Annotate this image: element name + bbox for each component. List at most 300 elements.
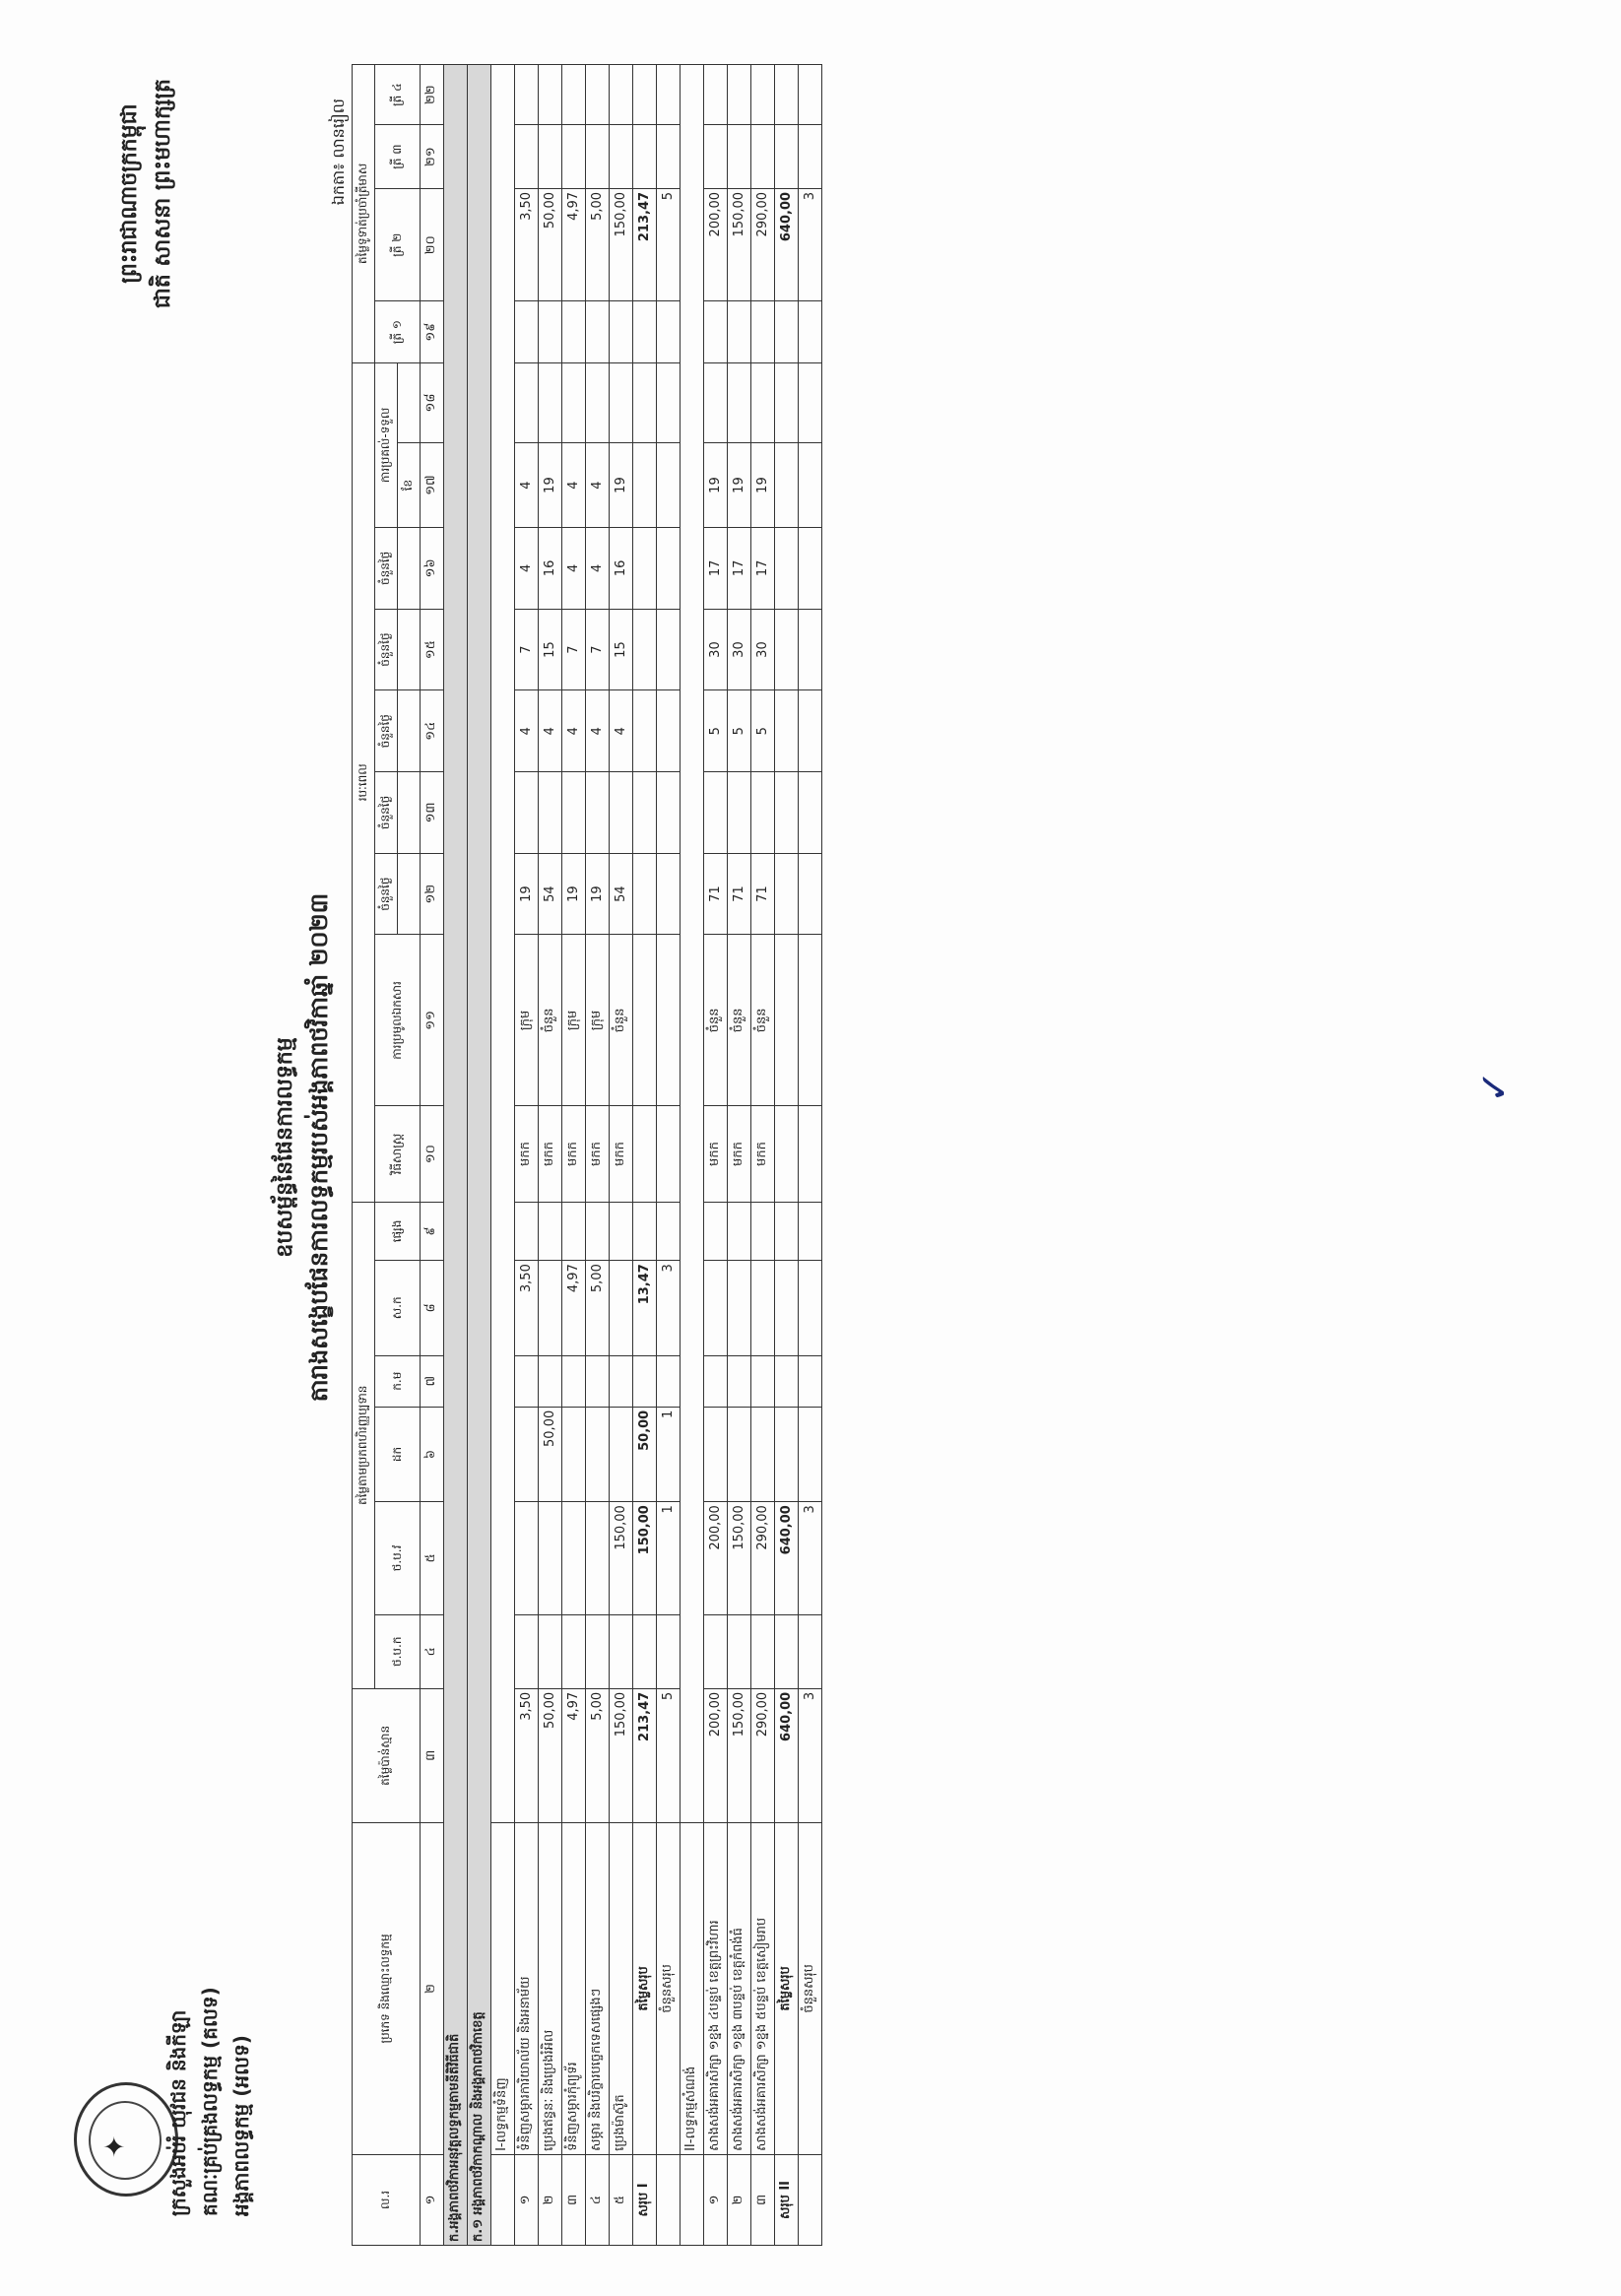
column-number: ១	[421, 2154, 444, 2245]
motto-text: ជាតិ សាសនា ព្រះមហាក្សត្រ	[151, 79, 175, 309]
q1-cell	[728, 301, 751, 362]
month-cell	[751, 362, 775, 442]
fund-empty	[751, 1407, 775, 1501]
ministry-header	[162, 1987, 257, 2216]
fund-empty	[515, 1502, 539, 1615]
fund-empty	[515, 1355, 539, 1407]
method-cell: មកក	[562, 1106, 586, 1203]
month-cell	[515, 362, 539, 442]
fund-empty	[751, 1355, 775, 1407]
fund-empty	[515, 1407, 539, 1501]
section-a1-row	[468, 65, 491, 2246]
table-row	[704, 65, 728, 2246]
fund-f1	[515, 1614, 539, 1688]
col-days-a: ចំនួនថ្ងៃ	[375, 853, 398, 935]
subtotal-empty	[633, 853, 657, 935]
subtotal-fund: 50,00	[633, 1407, 657, 1501]
q4-cell	[539, 65, 562, 125]
row-description: ប្រេងម៉ាស៊ូត	[610, 1822, 633, 2154]
column-number: ១៤	[421, 690, 444, 772]
fund-f1	[610, 1614, 633, 1688]
fund-f1	[799, 1614, 822, 1688]
fund-empty	[728, 1261, 751, 1355]
row-estimate: 150,00	[728, 1688, 751, 1822]
days-e: 4	[515, 527, 539, 609]
days-c: 5	[704, 690, 728, 772]
fund-value: 150,00	[728, 1502, 751, 1615]
days-a: 19	[515, 853, 539, 935]
days-f: 4	[586, 443, 610, 528]
prep-cell: ចំនួន	[539, 935, 562, 1106]
q2-cell: 4,97	[562, 188, 586, 301]
subtotal-desc: ចំនួនសរុប	[799, 1822, 822, 2154]
fund-empty	[562, 1202, 586, 1260]
days-e: 4	[586, 527, 610, 609]
column-number: ៤	[421, 1614, 444, 1688]
col-days-b: ចំនួនថ្ងៃ	[375, 772, 398, 854]
column-number: ១៩	[421, 301, 444, 362]
row-estimate: 200,00	[704, 1688, 728, 1822]
days-f: 19	[728, 443, 751, 528]
fund-empty	[586, 1355, 610, 1407]
q1-cell	[610, 301, 633, 362]
row-description: ទំនិញសម្ភារការិយាល័យ និងអនាម័យ	[515, 1822, 539, 2154]
days-c: 5	[728, 690, 751, 772]
q3-cell	[515, 125, 539, 189]
column-number: ៣	[421, 1688, 444, 1822]
subtotal-fund: 1	[657, 1502, 681, 1615]
row-number: ៤	[586, 2154, 610, 2245]
fund-empty	[610, 1261, 633, 1355]
col-prep: ការប្រមូលឯកសារ	[375, 935, 421, 1106]
subtotal-empty	[633, 1106, 657, 1203]
row-estimate: 5,00	[586, 1688, 610, 1822]
column-number: ២១	[421, 125, 444, 189]
q1-cell	[799, 301, 822, 362]
subtotal-label	[799, 2154, 822, 2245]
method-cell: មកក	[751, 1106, 775, 1203]
col-quarters: តម្លៃទូទាត់ប្រចាំត្រីមាស	[353, 65, 375, 363]
q3-cell	[775, 125, 799, 189]
days-e: 17	[728, 527, 751, 609]
subtotal-estimate: 3	[799, 1688, 822, 1822]
days-f: 19	[610, 443, 633, 528]
fund-empty	[704, 1407, 728, 1501]
row-description: សម្ភារ និងបរិក្ខារបច្ចេកទេសផ្សេងៗ	[586, 1822, 610, 2154]
days-a: 71	[751, 853, 775, 935]
col-no: ល.រ	[353, 2154, 421, 2245]
days-f: 4	[515, 443, 539, 528]
subtotal-empty	[657, 362, 681, 442]
days-d: 7	[586, 609, 610, 690]
days-a: 71	[728, 853, 751, 935]
days-b	[610, 772, 633, 854]
q3-cell	[799, 125, 822, 189]
fund-empty	[728, 1407, 751, 1501]
q3-cell	[562, 125, 586, 189]
row-estimate: 290,00	[751, 1688, 775, 1822]
q4-cell	[610, 65, 633, 125]
q1-cell	[775, 301, 799, 362]
group1-label: I-លទ្ធកម្មទំនិញ	[491, 1822, 515, 2154]
q2-cell: 5,00	[586, 188, 610, 301]
days-c: 4	[586, 690, 610, 772]
subtotal-empty	[799, 609, 822, 690]
subtotal-empty	[799, 1106, 822, 1203]
row-description: ទំនិញសម្ភារកុំព្យូទ័រ	[562, 1822, 586, 2154]
month-cell	[610, 362, 633, 442]
days-b	[515, 772, 539, 854]
days-b	[586, 772, 610, 854]
column-number: ២០	[421, 188, 444, 301]
subtotal-row	[633, 65, 657, 2246]
fund-empty	[610, 1407, 633, 1501]
col-procurement: ការប្រគល់-ទទួល	[375, 362, 398, 527]
subtotal-empty	[775, 690, 799, 772]
col-f3: ដក	[375, 1407, 421, 1501]
column-number: ៦	[421, 1407, 444, 1501]
method-cell: មកក	[515, 1106, 539, 1203]
prep-cell: ក្រុម	[562, 935, 586, 1106]
summary-title: តារាងសង្ខេបផែនការលទ្ធកម្មរបស់អង្គភាពថវិកាឆ្នាំ ២០២៣	[305, 892, 333, 1403]
q2-cell: 150,00	[610, 188, 633, 301]
row-number: ២	[728, 2154, 751, 2245]
days-e: 16	[610, 527, 633, 609]
annex-title: ឧបសម្ព័ន្ធនៃផែនការលទ្ធកម្ម	[273, 1037, 297, 1258]
row-description: សាងសង់អគារសិក្សា ១ខ្នង ៥បន្ទប់ ខេត្តសៀមរាប	[751, 1822, 775, 2154]
subtotal-q2: 213,47	[633, 188, 657, 301]
group1-row	[491, 65, 515, 2246]
subtotal-empty	[633, 527, 657, 609]
subtotal-fund	[799, 1407, 822, 1501]
fund-empty	[515, 1202, 539, 1260]
fund-value: 3,50	[515, 1261, 539, 1355]
days-d: 7	[515, 609, 539, 690]
rotated-sheet	[94, 39, 1621, 2256]
fund-empty	[539, 1261, 562, 1355]
column-number: ១៣	[421, 772, 444, 854]
column-number: ១៧	[421, 443, 444, 528]
subtotal-estimate: 640,00	[775, 1688, 799, 1822]
group2-row	[681, 65, 704, 2246]
fund-f1	[704, 1614, 728, 1688]
table-row	[751, 65, 775, 2246]
column-number: ១០	[421, 1106, 444, 1203]
subtotal-empty	[633, 362, 657, 442]
subtotal-estimate: 213,47	[633, 1688, 657, 1822]
prep-cell: ចំនួន	[751, 935, 775, 1106]
days-e: 17	[751, 527, 775, 609]
col-estimated: តម្លៃប៉ាន់ស្មាន	[353, 1688, 421, 1822]
q1-cell	[515, 301, 539, 362]
month-cell	[562, 362, 586, 442]
q4-cell	[799, 65, 822, 125]
fund-empty	[586, 1407, 610, 1501]
days-c: 5	[751, 690, 775, 772]
handwritten-mark: ✓	[1472, 1070, 1518, 1103]
row-estimate: 4,97	[562, 1688, 586, 1822]
subtotal-empty	[657, 853, 681, 935]
subtotal-fund	[799, 1202, 822, 1260]
col-desc: ប្រភេទ និងឈ្មោះលទ្ធកម្ម	[353, 1822, 421, 2154]
subtotal-fund: 150,00	[633, 1502, 657, 1615]
column-number: ១៦	[421, 527, 444, 609]
fund-f1	[657, 1614, 681, 1688]
fund-empty	[751, 1261, 775, 1355]
subtotal-empty	[799, 853, 822, 935]
subtotal-q2: 3	[799, 188, 822, 301]
method-cell: មកក	[704, 1106, 728, 1203]
subtotal-empty	[657, 1106, 681, 1203]
subtotal-empty	[799, 935, 822, 1106]
subtotal-empty	[633, 609, 657, 690]
days-d: 30	[728, 609, 751, 690]
col-f2: ថ.ប.វ	[375, 1502, 421, 1615]
row-description: សាងសង់អគារសិក្សា ១ខ្នង ៣បន្ទប់ ខេត្តកំពង់ធំ	[728, 1822, 751, 2154]
q4-cell	[562, 65, 586, 125]
q3-cell	[704, 125, 728, 189]
days-f: 19	[751, 443, 775, 528]
unit-line-2: អង្គភាពលទ្ធកម្ម (អលទ)	[229, 2035, 253, 2216]
subtotal-empty	[775, 527, 799, 609]
days-d: 15	[610, 609, 633, 690]
q4-cell	[775, 65, 799, 125]
q4-cell	[751, 65, 775, 125]
column-number-row	[421, 65, 444, 2246]
section-a-row	[444, 65, 468, 2246]
subtotal-q2: 640,00	[775, 188, 799, 301]
subtotal-empty	[799, 443, 822, 528]
col-month: ខែ	[398, 443, 421, 528]
col-days-d: ចំនួនថ្ងៃ	[375, 609, 398, 690]
fund-empty	[751, 1202, 775, 1260]
subtotal-empty	[633, 935, 657, 1106]
fund-empty	[728, 1202, 751, 1260]
method-cell: មកក	[539, 1106, 562, 1203]
row-number: ៥	[610, 2154, 633, 2245]
days-d: 15	[539, 609, 562, 690]
subtotal-empty	[775, 609, 799, 690]
fund-empty	[562, 1355, 586, 1407]
subtotal-empty	[799, 527, 822, 609]
fund-empty	[728, 1355, 751, 1407]
fund-empty	[610, 1355, 633, 1407]
column-number: ៥	[421, 1502, 444, 1615]
fund-f1	[539, 1614, 562, 1688]
days-c: 4	[539, 690, 562, 772]
fund-value: 200,00	[704, 1502, 728, 1615]
subtotal-row	[775, 65, 799, 2246]
subtotal-fund: 13,47	[633, 1261, 657, 1355]
empty	[681, 2154, 704, 2245]
subtotal-empty	[657, 772, 681, 854]
q1-cell	[633, 301, 657, 362]
column-number: ៩	[421, 1202, 444, 1260]
fund-empty	[539, 1355, 562, 1407]
table-row	[610, 65, 633, 2246]
ministry-seal: ✦	[74, 2082, 178, 2197]
column-number: ១២	[421, 853, 444, 935]
unit-note: ឯកតា៖ លានរៀល	[329, 98, 348, 206]
row-description: ប្រេងឥន្ធនៈ និងប្រេងរំអិល	[539, 1822, 562, 2154]
section-a1-label: ក.១ អង្គភាពថវិកាកណ្តាល និងអង្គភាពថវិកាខេត្ត	[468, 65, 491, 2246]
subtotal-empty	[657, 443, 681, 528]
fund-value: 4,97	[562, 1261, 586, 1355]
subtotal-fund	[799, 1261, 822, 1355]
subtotal-fund	[657, 1202, 681, 1260]
fund-f1	[562, 1614, 586, 1688]
q1-cell	[539, 301, 562, 362]
subtotal-fund	[657, 1355, 681, 1407]
subtotal-empty	[775, 853, 799, 935]
days-b	[704, 772, 728, 854]
days-a: 54	[610, 853, 633, 935]
prep-cell: ក្រុម	[586, 935, 610, 1106]
fund-value: 150,00	[610, 1502, 633, 1615]
days-b	[751, 772, 775, 854]
q1-cell	[562, 301, 586, 362]
col-q1: ត្រី ១	[375, 301, 421, 362]
days-e: 4	[562, 527, 586, 609]
q4-cell	[633, 65, 657, 125]
col-q4: ត្រី ៤	[375, 65, 421, 125]
q4-cell	[657, 65, 681, 125]
days-a: 71	[704, 853, 728, 935]
days-b	[728, 772, 751, 854]
kingdom-text: ព្រះរាជាណាចក្រកម្ពុជា	[117, 103, 142, 284]
subtotal-label	[657, 2154, 681, 2245]
group2-label: II-លទ្ធកម្មសំណង់	[681, 1822, 704, 2154]
column-number: ៨	[421, 1261, 444, 1355]
subtotal-desc: តម្លៃសរុប	[775, 1822, 799, 2154]
subtotal-empty	[633, 772, 657, 854]
q2-cell: 3,50	[515, 188, 539, 301]
days-f: 4	[562, 443, 586, 528]
subtotal-empty	[633, 443, 657, 528]
days-d: 30	[751, 609, 775, 690]
fund-empty	[586, 1202, 610, 1260]
prep-cell: ក្រុម	[515, 935, 539, 1106]
days-b	[539, 772, 562, 854]
days-d: 30	[704, 609, 728, 690]
subtotal-fund	[799, 1355, 822, 1407]
fund-empty	[539, 1502, 562, 1615]
prep-cell: ចំនួន	[704, 935, 728, 1106]
q1-cell	[751, 301, 775, 362]
fund-empty	[704, 1355, 728, 1407]
subtotal-fund: 3	[799, 1502, 822, 1615]
days-c: 4	[562, 690, 586, 772]
fund-empty	[562, 1407, 586, 1501]
row-number: ៣	[562, 2154, 586, 2245]
row-number: ៣	[751, 2154, 775, 2245]
subtotal-empty	[799, 362, 822, 442]
q2-cell: 50,00	[539, 188, 562, 301]
q1-cell	[586, 301, 610, 362]
subtotal-empty	[775, 362, 799, 442]
procurement-table	[352, 64, 822, 2246]
row-estimate: 3,50	[515, 1688, 539, 1822]
subtotal-row	[799, 65, 822, 2246]
days-e: 16	[539, 527, 562, 609]
col-f4: ក.ម	[375, 1355, 421, 1407]
row-number: ២	[539, 2154, 562, 2245]
subtotal-fund	[775, 1355, 799, 1407]
subtotal-empty	[775, 772, 799, 854]
days-a: 19	[562, 853, 586, 935]
days-f: 19	[704, 443, 728, 528]
month-cell	[728, 362, 751, 442]
subtotal-empty	[799, 772, 822, 854]
subtotal-fund: 3	[657, 1261, 681, 1355]
subtotal-empty	[657, 690, 681, 772]
fund-value: 50,00	[539, 1407, 562, 1501]
month-cell	[539, 362, 562, 442]
column-number: ១៥	[421, 609, 444, 690]
section-a-label: ក.អង្គភាពថវិកាអនុវត្តលទ្ធកម្មតាមនីតិវិធីជាតិ	[444, 65, 468, 2246]
subtotal-row	[657, 65, 681, 2246]
q4-cell	[704, 65, 728, 125]
fund-f1	[751, 1614, 775, 1688]
fund-empty	[586, 1502, 610, 1615]
col-timeline: របៈពេល	[353, 362, 375, 1202]
row-number: ១	[515, 2154, 539, 2245]
subtotal-fund	[633, 1202, 657, 1260]
days-a: 54	[539, 853, 562, 935]
col-days-e: ចំនួនថ្ងៃ	[375, 527, 398, 609]
q3-cell	[539, 125, 562, 189]
subtotal-fund	[775, 1202, 799, 1260]
subtotal-fund: 640,00	[775, 1502, 799, 1615]
subtotal-fund	[775, 1407, 799, 1501]
fund-empty	[704, 1261, 728, 1355]
fund-f1	[775, 1614, 799, 1688]
subtotal-label: សរុប I	[633, 2154, 657, 2245]
q3-cell	[728, 125, 751, 189]
col-f5: ស.ក	[375, 1261, 421, 1355]
fund-f1	[633, 1614, 657, 1688]
subtotal-desc: ចំនួនសរុប	[657, 1822, 681, 2154]
col-method: វិធីសាស្ត្រ	[375, 1106, 421, 1203]
column-number: ២	[421, 1822, 444, 2154]
subtotal-empty	[633, 690, 657, 772]
q2-cell: 150,00	[728, 188, 751, 301]
subtotal-empty	[799, 690, 822, 772]
fund-f1	[728, 1614, 751, 1688]
fund-empty	[704, 1202, 728, 1260]
method-cell: មកក	[610, 1106, 633, 1203]
table-row	[586, 65, 610, 2246]
column-number: ១១	[421, 935, 444, 1106]
fund-empty	[562, 1502, 586, 1615]
row-number: ១	[704, 2154, 728, 2245]
method-cell: មកក	[728, 1106, 751, 1203]
table-row	[515, 65, 539, 2246]
q3-cell	[633, 125, 657, 189]
q4-cell	[586, 65, 610, 125]
q1-cell	[657, 301, 681, 362]
ministry-name: ក្រសួងអប់រំ យុវជន និងកីឡា	[166, 2009, 190, 2216]
column-number: ៧	[421, 1355, 444, 1407]
subtotal-fund	[775, 1261, 799, 1355]
days-b	[562, 772, 586, 854]
subtotal-empty	[657, 527, 681, 609]
unit-line-1: គណៈគ្រប់គ្រងលទ្ធកម្ម (គលទ)	[198, 1987, 222, 2216]
subtotal-fund	[633, 1355, 657, 1407]
col-f1: ថ.ប.ក	[375, 1614, 421, 1688]
row-description: សាងសង់អគារសិក្សា ១ខ្នង ៤បន្ទប់ ខេត្តព្រះវិហារ	[704, 1822, 728, 2154]
column-number: ២២	[421, 65, 444, 125]
